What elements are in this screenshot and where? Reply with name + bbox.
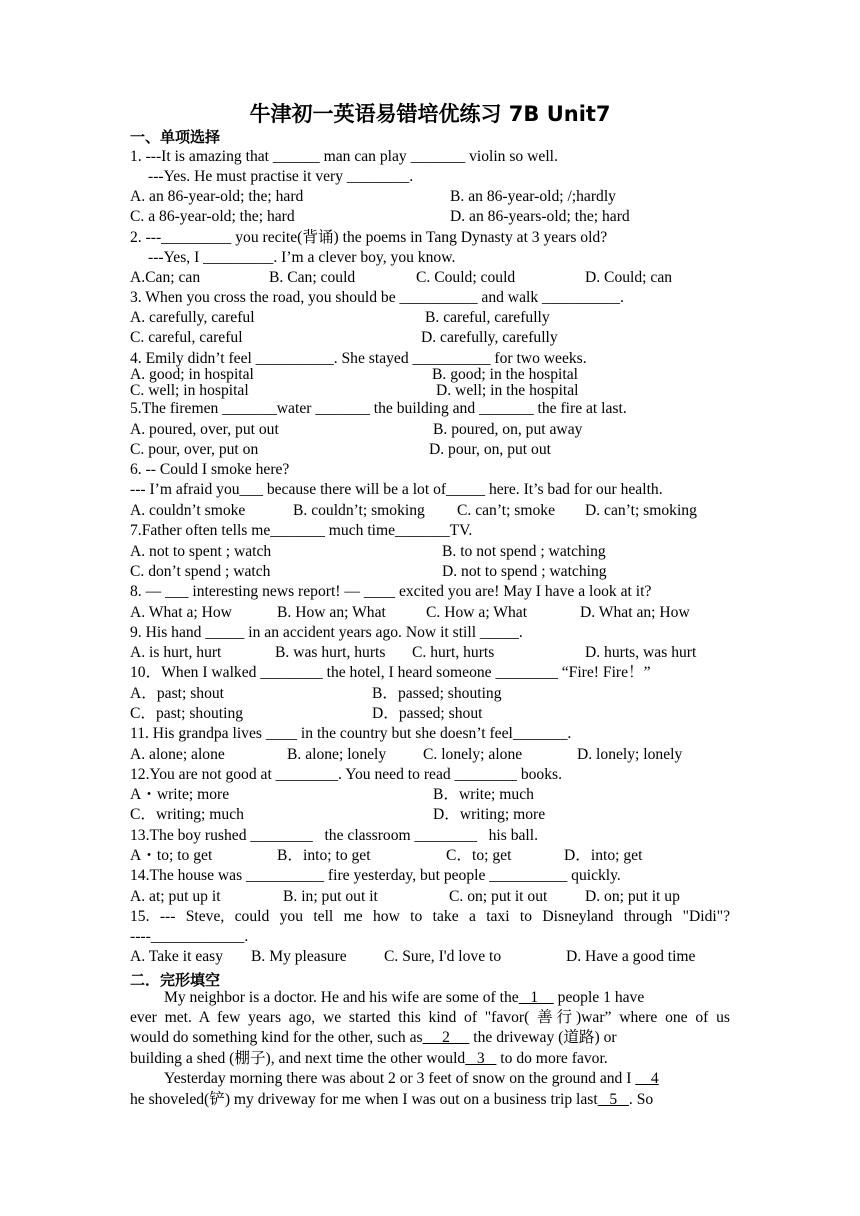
- question-15-reply: ----____________.: [130, 928, 249, 945]
- question-2-option-c: C. Could; could: [416, 269, 516, 286]
- passage-line-6: he shoveled(铲) my driveway for me when I was out on a business trip last 5 . So: [130, 1091, 654, 1108]
- question-5-option-b: B. poured, on, put away: [433, 421, 583, 438]
- question-14-option-a: A. at; put up it: [130, 888, 221, 905]
- question-14-option-d: D. on; put it up: [585, 888, 680, 905]
- question-9-stem: 9. His hand _____ in an accident years ago. Now it still _____.: [130, 624, 523, 641]
- section-heading-cloze: 二．完形填空: [130, 971, 221, 989]
- question-10-stem: 10．When I walked ________ the hotel, I heard someone ________ “Fire! Fire！”: [130, 664, 651, 681]
- question-8-option-b: B. How an; What: [277, 604, 386, 621]
- question-4-option-c: C. well; in hospital: [130, 382, 249, 399]
- blank-5: 5: [597, 1091, 629, 1108]
- question-11-option-b: B. alone; lonely: [287, 746, 387, 763]
- question-2-option-a: A.Can; can: [130, 269, 201, 286]
- question-8-option-d: D. What an; How: [580, 604, 690, 621]
- question-7-option-d: D. not to spend ; watching: [442, 563, 607, 580]
- question-8-option-a: A. What a; How: [130, 604, 232, 621]
- question-14-option-c: C. on; put it out: [449, 888, 548, 905]
- question-2-option-b: B. Can; could: [269, 269, 356, 286]
- passage-line-3: would do something kind for the other, such as 2 the driveway (道路) or: [130, 1029, 617, 1046]
- blank-1: 1: [518, 989, 554, 1006]
- question-15-option-b: B. My pleasure: [251, 948, 347, 965]
- question-14-stem: 14.The house was __________ fire yesterday, but people __________ quickly.: [130, 867, 621, 884]
- question-13-option-c: C．to; get: [446, 847, 512, 864]
- question-7-option-a: A. not to spent ; watch: [130, 543, 272, 560]
- page-title: 牛津初一英语易错培优练习 7B Unit7: [249, 102, 611, 126]
- passage-line-2: ever met. A few years ago, we started this kind of "favor( 善行)war” where one of us: [130, 1009, 730, 1026]
- question-11-option-c: C. lonely; alone: [423, 746, 523, 763]
- question-6-stem: 6. -- Could I smoke here?: [130, 461, 290, 478]
- question-1-option-a: A. an 86-year-old; the; hard: [130, 188, 304, 205]
- question-15-stem: 15. --- Steve, could you tell me how to take a taxi to Disneyland through "Didi"?: [130, 908, 730, 925]
- question-6-option-a: A. couldn’t smoke: [130, 502, 246, 519]
- question-12-stem: 12.You are not good at ________. You need to read ________ books.: [130, 766, 562, 783]
- question-11-stem: 11. His grandpa lives ____ in the country but she doesn’t feel_______.: [130, 725, 572, 742]
- question-12-option-b: B．write; much: [433, 786, 534, 803]
- section-heading-single-choice: 一、单项选择: [130, 128, 221, 146]
- question-9-option-a: A. is hurt, hurt: [130, 644, 222, 661]
- question-6-reply: --- I’m afraid you___ because there will be a lot of_____ here. It’s bad for our health.: [130, 481, 663, 498]
- question-4-stem: 4. Emily didn’t feel __________. She stayed __________ for two weeks.: [130, 350, 587, 367]
- question-1-stem: 1. ---It is amazing that ______ man can play _______ violin so well.: [130, 148, 558, 165]
- passage-line-4: building a shed (棚子), and next time the other would 3 to do more favor.: [130, 1050, 608, 1067]
- question-11-option-a: A. alone; alone: [130, 746, 225, 763]
- question-10-option-d: D．passed; shout: [372, 705, 483, 722]
- question-9-option-b: B. was hurt, hurts: [275, 644, 386, 661]
- question-7-stem: 7.Father often tells me_______ much time_______TV.: [130, 522, 473, 539]
- question-6-option-c: C. can’t; smoke: [457, 502, 556, 519]
- question-15-option-d: D. Have a good time: [566, 948, 696, 965]
- question-3-option-d: D. carefully, carefully: [421, 329, 558, 346]
- question-15-option-c: C. Sure, I'd love to: [384, 948, 502, 965]
- passage-line-5: Yesterday morning there was about 2 or 3 feet of snow on the ground and I 4: [164, 1070, 659, 1087]
- question-2-reply: ---Yes, I _________. I’m a clever boy, you know.: [148, 249, 456, 266]
- question-9-option-c: C. hurt, hurts: [412, 644, 495, 661]
- question-10-option-b: B．passed; shouting: [372, 685, 502, 702]
- question-12-option-c: C．writing; much: [130, 806, 244, 823]
- passage-line-1: My neighbor is a doctor. He and his wife are some of the 1 people 1 have: [164, 989, 645, 1006]
- question-9-option-d: D. hurts, was hurt: [585, 644, 697, 661]
- question-13-option-d: D．into; get: [564, 847, 643, 864]
- question-1-option-d: D. an 86-years-old; the; hard: [450, 208, 630, 225]
- question-8-stem: 8. — ___ interesting news report! — ____ excited you are! May I have a look at it?: [130, 583, 652, 600]
- blank-3: 3: [465, 1050, 497, 1067]
- question-3-option-a: A. carefully, careful: [130, 309, 255, 326]
- question-8-option-c: C. How a; What: [426, 604, 528, 621]
- question-1-option-c: C. a 86-year-old; the; hard: [130, 208, 295, 225]
- question-13-option-a: A・to; to get: [130, 847, 213, 864]
- question-12-option-d: D．writing; more: [433, 806, 546, 823]
- question-7-option-c: C. don’t spend ; watch: [130, 563, 271, 580]
- question-11-option-d: D. lonely; lonely: [577, 746, 683, 763]
- question-5-option-a: A. poured, over, put out: [130, 421, 279, 438]
- question-1-option-b: B. an 86-year-old; /;hardly: [450, 188, 616, 205]
- question-6-option-b: B. couldn’t; smoking: [293, 502, 425, 519]
- question-7-option-b: B. to not spend ; watching: [442, 543, 606, 560]
- question-3-stem: 3. When you cross the road, you should be __________ and walk __________.: [130, 289, 624, 306]
- question-2-option-d: D. Could; can: [585, 269, 673, 286]
- blank-4: 4: [635, 1070, 659, 1087]
- question-4-option-a: A. good; in hospital: [130, 366, 254, 383]
- question-12-option-a: A・write; more: [130, 786, 230, 803]
- question-13-stem: 13.The boy rushed ________ the classroom ________ his ball.: [130, 827, 538, 844]
- question-10-option-a: A．past; shout: [130, 685, 224, 702]
- question-6-option-d: D. can’t; smoking: [585, 502, 697, 519]
- question-5-option-c: C. pour, over, put on: [130, 441, 259, 458]
- question-1-reply: ---Yes. He must practise it very ________.: [148, 168, 414, 185]
- question-5-option-d: D. pour, on, put out: [429, 441, 551, 458]
- question-4-option-d: D. well; in the hospital: [436, 382, 579, 399]
- question-13-option-b: B．into; to get: [277, 847, 371, 864]
- blank-2: 2: [422, 1029, 470, 1046]
- question-3-option-b: B. careful, carefully: [425, 309, 550, 326]
- question-15-option-a: A. Take it easy: [130, 948, 224, 965]
- question-5-stem: 5.The firemen _______water _______ the building and _______ the fire at last.: [130, 400, 627, 417]
- question-10-option-c: C．past; shouting: [130, 705, 244, 722]
- question-2-stem: 2. ---_________ you recite(背诵) the poems in Tang Dynasty at 3 years old?: [130, 229, 608, 246]
- question-3-option-c: C. careful, careful: [130, 329, 243, 346]
- question-14-option-b: B. in; put out it: [283, 888, 378, 905]
- question-4-option-b: B. good; in the hospital: [432, 366, 578, 383]
